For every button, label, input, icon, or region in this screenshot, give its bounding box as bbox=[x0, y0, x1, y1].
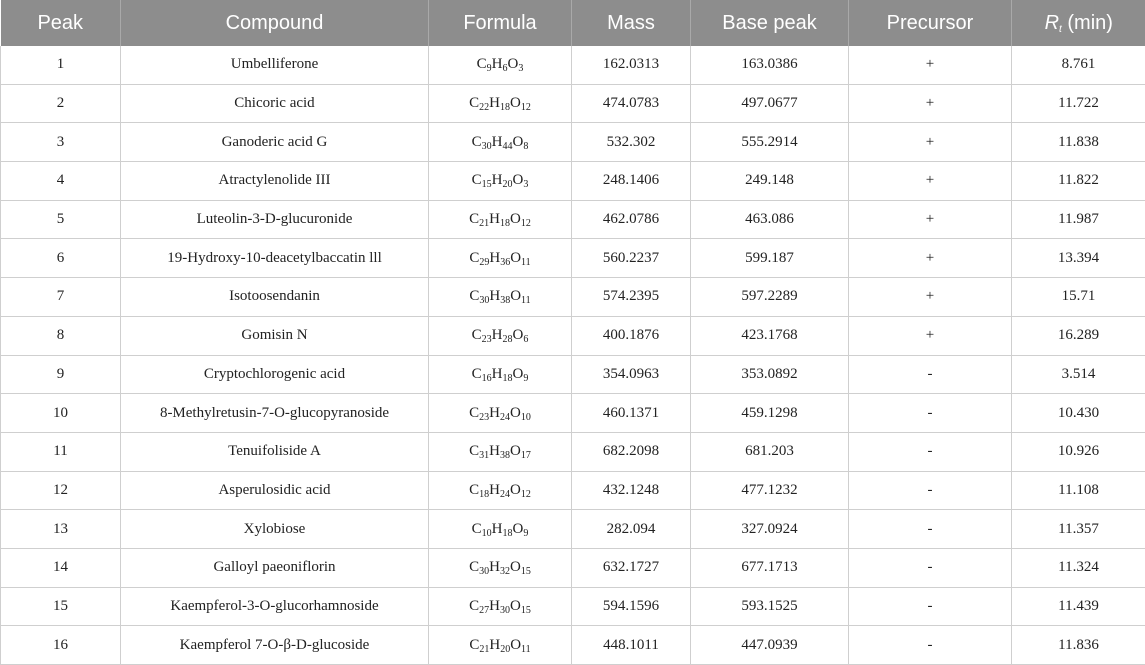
formula-element: O bbox=[510, 211, 521, 227]
peak-cell: 14 bbox=[1, 548, 121, 587]
table-row bbox=[1, 587, 1145, 626]
base-peak-cell: 593.1525 bbox=[691, 587, 849, 626]
formula-element: H bbox=[489, 559, 500, 575]
formula-element: H bbox=[489, 211, 500, 227]
formula-element: O bbox=[510, 559, 521, 575]
formula-element: O bbox=[510, 598, 521, 614]
formula-count: 31 bbox=[479, 450, 489, 461]
formula-count: 27 bbox=[479, 605, 489, 616]
base-peak-cell: 463.086 bbox=[691, 200, 849, 239]
formula-element: H bbox=[489, 95, 500, 111]
precursor-cell: - bbox=[849, 587, 1012, 626]
formula-count: 30 bbox=[479, 566, 489, 577]
peak-cell: 5 bbox=[1, 200, 121, 239]
mass-cell: 282.094 bbox=[572, 510, 691, 549]
formula-count: 20 bbox=[503, 179, 513, 190]
retention-time-cell: 11.987 bbox=[1012, 200, 1145, 239]
base-peak-cell: 249.148 bbox=[691, 162, 849, 201]
formula-count: 17 bbox=[521, 450, 531, 461]
mass-cell: 594.1596 bbox=[572, 587, 691, 626]
formula-count: 18 bbox=[503, 528, 513, 539]
base-peak-cell: 555.2914 bbox=[691, 123, 849, 162]
precursor-cell: + bbox=[849, 239, 1012, 278]
formula-count: 15 bbox=[482, 179, 492, 190]
table-row bbox=[1, 84, 1145, 123]
mass-cell: 462.0786 bbox=[572, 200, 691, 239]
formula-count: 6 bbox=[523, 334, 528, 345]
header-precursor: Precursor bbox=[849, 0, 1012, 46]
formula-element: C bbox=[469, 405, 479, 421]
formula-cell bbox=[429, 123, 572, 162]
formula-element: O bbox=[513, 327, 524, 343]
base-peak-cell: 459.1298 bbox=[691, 394, 849, 433]
retention-time-cell: 15.71 bbox=[1012, 278, 1145, 317]
formula-element: H bbox=[492, 134, 503, 150]
formula-count: 38 bbox=[500, 450, 510, 461]
table-row bbox=[1, 394, 1145, 433]
base-peak-cell: 497.0677 bbox=[691, 84, 849, 123]
formula-element: C bbox=[472, 172, 482, 188]
formula-element: O bbox=[510, 637, 521, 653]
formula-element: C bbox=[469, 288, 479, 304]
compound-cell: Atractylenolide III bbox=[121, 162, 429, 201]
formula-element: H bbox=[492, 366, 503, 382]
formula-element: C bbox=[469, 443, 479, 459]
mass-cell: 400.1876 bbox=[572, 316, 691, 355]
precursor-cell: + bbox=[849, 46, 1012, 84]
peak-cell: 9 bbox=[1, 355, 121, 394]
base-peak-cell: 681.203 bbox=[691, 432, 849, 471]
peak-cell: 12 bbox=[1, 471, 121, 510]
formula-count: 23 bbox=[479, 412, 489, 423]
formula-cell bbox=[429, 432, 572, 471]
table-row bbox=[1, 355, 1145, 394]
formula-element: H bbox=[492, 172, 503, 188]
precursor-cell: + bbox=[849, 200, 1012, 239]
peak-cell: 8 bbox=[1, 316, 121, 355]
peak-cell: 10 bbox=[1, 394, 121, 433]
formula-cell bbox=[429, 46, 572, 84]
base-peak-cell: 677.1713 bbox=[691, 548, 849, 587]
formula-element: O bbox=[513, 521, 524, 537]
retention-time-cell: 10.926 bbox=[1012, 432, 1145, 471]
header-peak: Peak bbox=[1, 0, 121, 46]
formula-element: O bbox=[510, 95, 521, 111]
retention-time-cell: 11.439 bbox=[1012, 587, 1145, 626]
header-retention-time bbox=[1012, 0, 1145, 46]
formula-element: O bbox=[510, 288, 521, 304]
formula-count: 12 bbox=[521, 102, 531, 113]
base-peak-cell: 423.1768 bbox=[691, 316, 849, 355]
formula-count: 15 bbox=[521, 605, 531, 616]
compound-cell: Asperulosidic acid bbox=[121, 471, 429, 510]
formula-element: O bbox=[513, 172, 524, 188]
formula-count: 3 bbox=[523, 179, 528, 190]
formula-element: H bbox=[492, 56, 503, 72]
formula-element: H bbox=[492, 327, 503, 343]
mass-cell: 354.0963 bbox=[572, 355, 691, 394]
precursor-cell: - bbox=[849, 471, 1012, 510]
formula-element: O bbox=[513, 134, 524, 150]
precursor-cell: - bbox=[849, 394, 1012, 433]
mass-cell: 560.2237 bbox=[572, 239, 691, 278]
table-row bbox=[1, 200, 1145, 239]
formula-element: H bbox=[489, 250, 500, 266]
formula-count: 36 bbox=[500, 257, 510, 268]
formula-count: 24 bbox=[500, 412, 510, 423]
formula-count: 44 bbox=[503, 141, 513, 152]
peak-cell: 11 bbox=[1, 432, 121, 471]
formula-cell bbox=[429, 84, 572, 123]
header-base-peak: Base peak bbox=[691, 0, 849, 46]
formula-element: C bbox=[472, 327, 482, 343]
compound-cell: Tenuifoliside A bbox=[121, 432, 429, 471]
formula-cell bbox=[429, 394, 572, 433]
mass-cell: 432.1248 bbox=[572, 471, 691, 510]
retention-time-cell: 8.761 bbox=[1012, 46, 1145, 84]
mass-cell: 682.2098 bbox=[572, 432, 691, 471]
compound-cell: Chicoric acid bbox=[121, 84, 429, 123]
formula-count: 20 bbox=[500, 644, 510, 655]
formula-element: O bbox=[510, 482, 521, 498]
formula-cell bbox=[429, 162, 572, 201]
formula-count: 18 bbox=[503, 373, 513, 384]
formula-count: 15 bbox=[521, 566, 531, 577]
table-row bbox=[1, 510, 1145, 549]
retention-time-cell: 10.430 bbox=[1012, 394, 1145, 433]
formula-count: 32 bbox=[500, 566, 510, 577]
formula-element: C bbox=[472, 134, 482, 150]
base-peak-cell: 477.1232 bbox=[691, 471, 849, 510]
formula-count: 18 bbox=[479, 489, 489, 500]
compound-cell: Kaempferol 7-O-β-D-glucoside bbox=[121, 626, 429, 665]
formula-count: 22 bbox=[479, 102, 489, 113]
formula-cell bbox=[429, 239, 572, 278]
table-body bbox=[1, 46, 1145, 665]
base-peak-cell: 597.2289 bbox=[691, 278, 849, 317]
compound-cell: Xylobiose bbox=[121, 510, 429, 549]
formula-count: 18 bbox=[500, 218, 510, 229]
formula-count: 24 bbox=[500, 489, 510, 500]
retention-time-cell: 13.394 bbox=[1012, 239, 1145, 278]
base-peak-cell: 353.0892 bbox=[691, 355, 849, 394]
retention-time-cell: 11.108 bbox=[1012, 471, 1145, 510]
formula-cell bbox=[429, 278, 572, 317]
compound-cell: Isotoosendanin bbox=[121, 278, 429, 317]
retention-time-cell: 11.324 bbox=[1012, 548, 1145, 587]
formula-count: 12 bbox=[521, 489, 531, 500]
precursor-cell: - bbox=[849, 626, 1012, 665]
formula-element: H bbox=[489, 482, 500, 498]
header-formula: Formula bbox=[429, 0, 572, 46]
formula-cell bbox=[429, 200, 572, 239]
formula-count: 28 bbox=[503, 334, 513, 345]
formula-element: C bbox=[472, 366, 482, 382]
base-peak-cell: 163.0386 bbox=[691, 46, 849, 84]
formula-element: O bbox=[510, 405, 521, 421]
rt-subscript: t bbox=[1059, 24, 1062, 35]
mass-cell: 248.1406 bbox=[572, 162, 691, 201]
mass-cell: 632.1727 bbox=[572, 548, 691, 587]
formula-count: 29 bbox=[479, 257, 489, 268]
precursor-cell: + bbox=[849, 316, 1012, 355]
formula-element: O bbox=[510, 250, 521, 266]
precursor-cell: + bbox=[849, 84, 1012, 123]
formula-element: O bbox=[510, 443, 521, 459]
formula-element: H bbox=[489, 443, 500, 459]
formula-count: 18 bbox=[500, 102, 510, 113]
precursor-cell: + bbox=[849, 162, 1012, 201]
compound-cell: Umbelliferone bbox=[121, 46, 429, 84]
retention-time-cell: 11.838 bbox=[1012, 123, 1145, 162]
formula-cell bbox=[429, 510, 572, 549]
formula-cell bbox=[429, 471, 572, 510]
formula-cell bbox=[429, 548, 572, 587]
formula-element: C bbox=[469, 211, 479, 227]
compound-cell: Gomisin N bbox=[121, 316, 429, 355]
formula-element: C bbox=[472, 521, 482, 537]
table-row bbox=[1, 162, 1145, 201]
precursor-cell: - bbox=[849, 355, 1012, 394]
formula-cell bbox=[429, 316, 572, 355]
formula-count: 11 bbox=[521, 644, 531, 655]
formula-count: 9 bbox=[487, 63, 492, 74]
formula-element: C bbox=[469, 95, 479, 111]
table-row bbox=[1, 278, 1145, 317]
retention-time-cell: 11.822 bbox=[1012, 162, 1145, 201]
formula-count: 23 bbox=[482, 334, 492, 345]
formula-element: C bbox=[469, 250, 479, 266]
retention-time-cell: 3.514 bbox=[1012, 355, 1145, 394]
formula-count: 11 bbox=[521, 295, 531, 306]
formula-count: 3 bbox=[518, 63, 523, 74]
formula-element: C bbox=[469, 637, 479, 653]
retention-time-cell: 16.289 bbox=[1012, 316, 1145, 355]
formula-element: C bbox=[469, 559, 479, 575]
mass-cell: 162.0313 bbox=[572, 46, 691, 84]
formula-count: 38 bbox=[500, 295, 510, 306]
precursor-cell: - bbox=[849, 548, 1012, 587]
retention-time-cell: 11.722 bbox=[1012, 84, 1145, 123]
table-header bbox=[1, 0, 1145, 46]
table-row bbox=[1, 239, 1145, 278]
base-peak-cell: 447.0939 bbox=[691, 626, 849, 665]
table-row bbox=[1, 123, 1145, 162]
peak-cell: 13 bbox=[1, 510, 121, 549]
peak-cell: 1 bbox=[1, 46, 121, 84]
formula-count: 16 bbox=[482, 373, 492, 384]
table-row bbox=[1, 471, 1145, 510]
compound-cell: Kaempferol-3-O-glucorhamnoside bbox=[121, 587, 429, 626]
formula-count: 21 bbox=[479, 644, 489, 655]
compound-cell: Galloyl paeoniflorin bbox=[121, 548, 429, 587]
table-row bbox=[1, 46, 1145, 84]
peak-cell: 15 bbox=[1, 587, 121, 626]
precursor-cell: + bbox=[849, 278, 1012, 317]
formula-count: 6 bbox=[503, 63, 508, 74]
compound-cell: 19-Hydroxy-10-deacetylbaccatin lll bbox=[121, 239, 429, 278]
formula-count: 10 bbox=[482, 528, 492, 539]
base-peak-cell: 327.0924 bbox=[691, 510, 849, 549]
mass-cell: 474.0783 bbox=[572, 84, 691, 123]
retention-time-cell: 11.836 bbox=[1012, 626, 1145, 665]
table-row bbox=[1, 432, 1145, 471]
formula-element: H bbox=[492, 521, 503, 537]
formula-element: H bbox=[489, 598, 500, 614]
formula-element: H bbox=[489, 405, 500, 421]
formula-cell bbox=[429, 587, 572, 626]
formula-element: O bbox=[513, 366, 524, 382]
peak-cell: 16 bbox=[1, 626, 121, 665]
mass-cell: 574.2395 bbox=[572, 278, 691, 317]
formula-element: H bbox=[489, 637, 500, 653]
header-compound: Compound bbox=[121, 0, 429, 46]
formula-count: 12 bbox=[521, 218, 531, 229]
formula-count: 30 bbox=[500, 605, 510, 616]
precursor-cell: + bbox=[849, 123, 1012, 162]
peak-cell: 7 bbox=[1, 278, 121, 317]
rt-symbol: R bbox=[1045, 12, 1059, 34]
header-row bbox=[1, 0, 1145, 46]
peak-cell: 2 bbox=[1, 84, 121, 123]
peak-cell: 6 bbox=[1, 239, 121, 278]
table-row bbox=[1, 316, 1145, 355]
formula-count: 30 bbox=[479, 295, 489, 306]
formula-element: H bbox=[489, 288, 500, 304]
compound-cell: 8-Methylretusin-7-O-glucopyranoside bbox=[121, 394, 429, 433]
formula-count: 11 bbox=[521, 257, 531, 268]
formula-element: C bbox=[477, 56, 487, 72]
formula-count: 9 bbox=[523, 528, 528, 539]
peak-cell: 4 bbox=[1, 162, 121, 201]
precursor-cell: - bbox=[849, 510, 1012, 549]
table-row bbox=[1, 626, 1145, 665]
formula-count: 10 bbox=[521, 412, 531, 423]
mass-cell: 460.1371 bbox=[572, 394, 691, 433]
compound-cell: Cryptochlorogenic acid bbox=[121, 355, 429, 394]
formula-element: O bbox=[508, 56, 519, 72]
mass-cell: 448.1011 bbox=[572, 626, 691, 665]
precursor-cell: - bbox=[849, 432, 1012, 471]
base-peak-cell: 599.187 bbox=[691, 239, 849, 278]
formula-count: 21 bbox=[479, 218, 489, 229]
peak-cell: 3 bbox=[1, 123, 121, 162]
formula-count: 8 bbox=[523, 141, 528, 152]
formula-cell bbox=[429, 355, 572, 394]
table-row bbox=[1, 548, 1145, 587]
rt-unit: (min) bbox=[1062, 12, 1113, 34]
compound-cell: Ganoderic acid G bbox=[121, 123, 429, 162]
retention-time-cell: 11.357 bbox=[1012, 510, 1145, 549]
formula-element: C bbox=[469, 598, 479, 614]
header-mass: Mass bbox=[572, 0, 691, 46]
formula-cell bbox=[429, 626, 572, 665]
formula-count: 9 bbox=[523, 373, 528, 384]
formula-count: 30 bbox=[482, 141, 492, 152]
formula-element: C bbox=[469, 482, 479, 498]
compound-cell: Luteolin-3-D-glucuronide bbox=[121, 200, 429, 239]
mass-cell: 532.302 bbox=[572, 123, 691, 162]
